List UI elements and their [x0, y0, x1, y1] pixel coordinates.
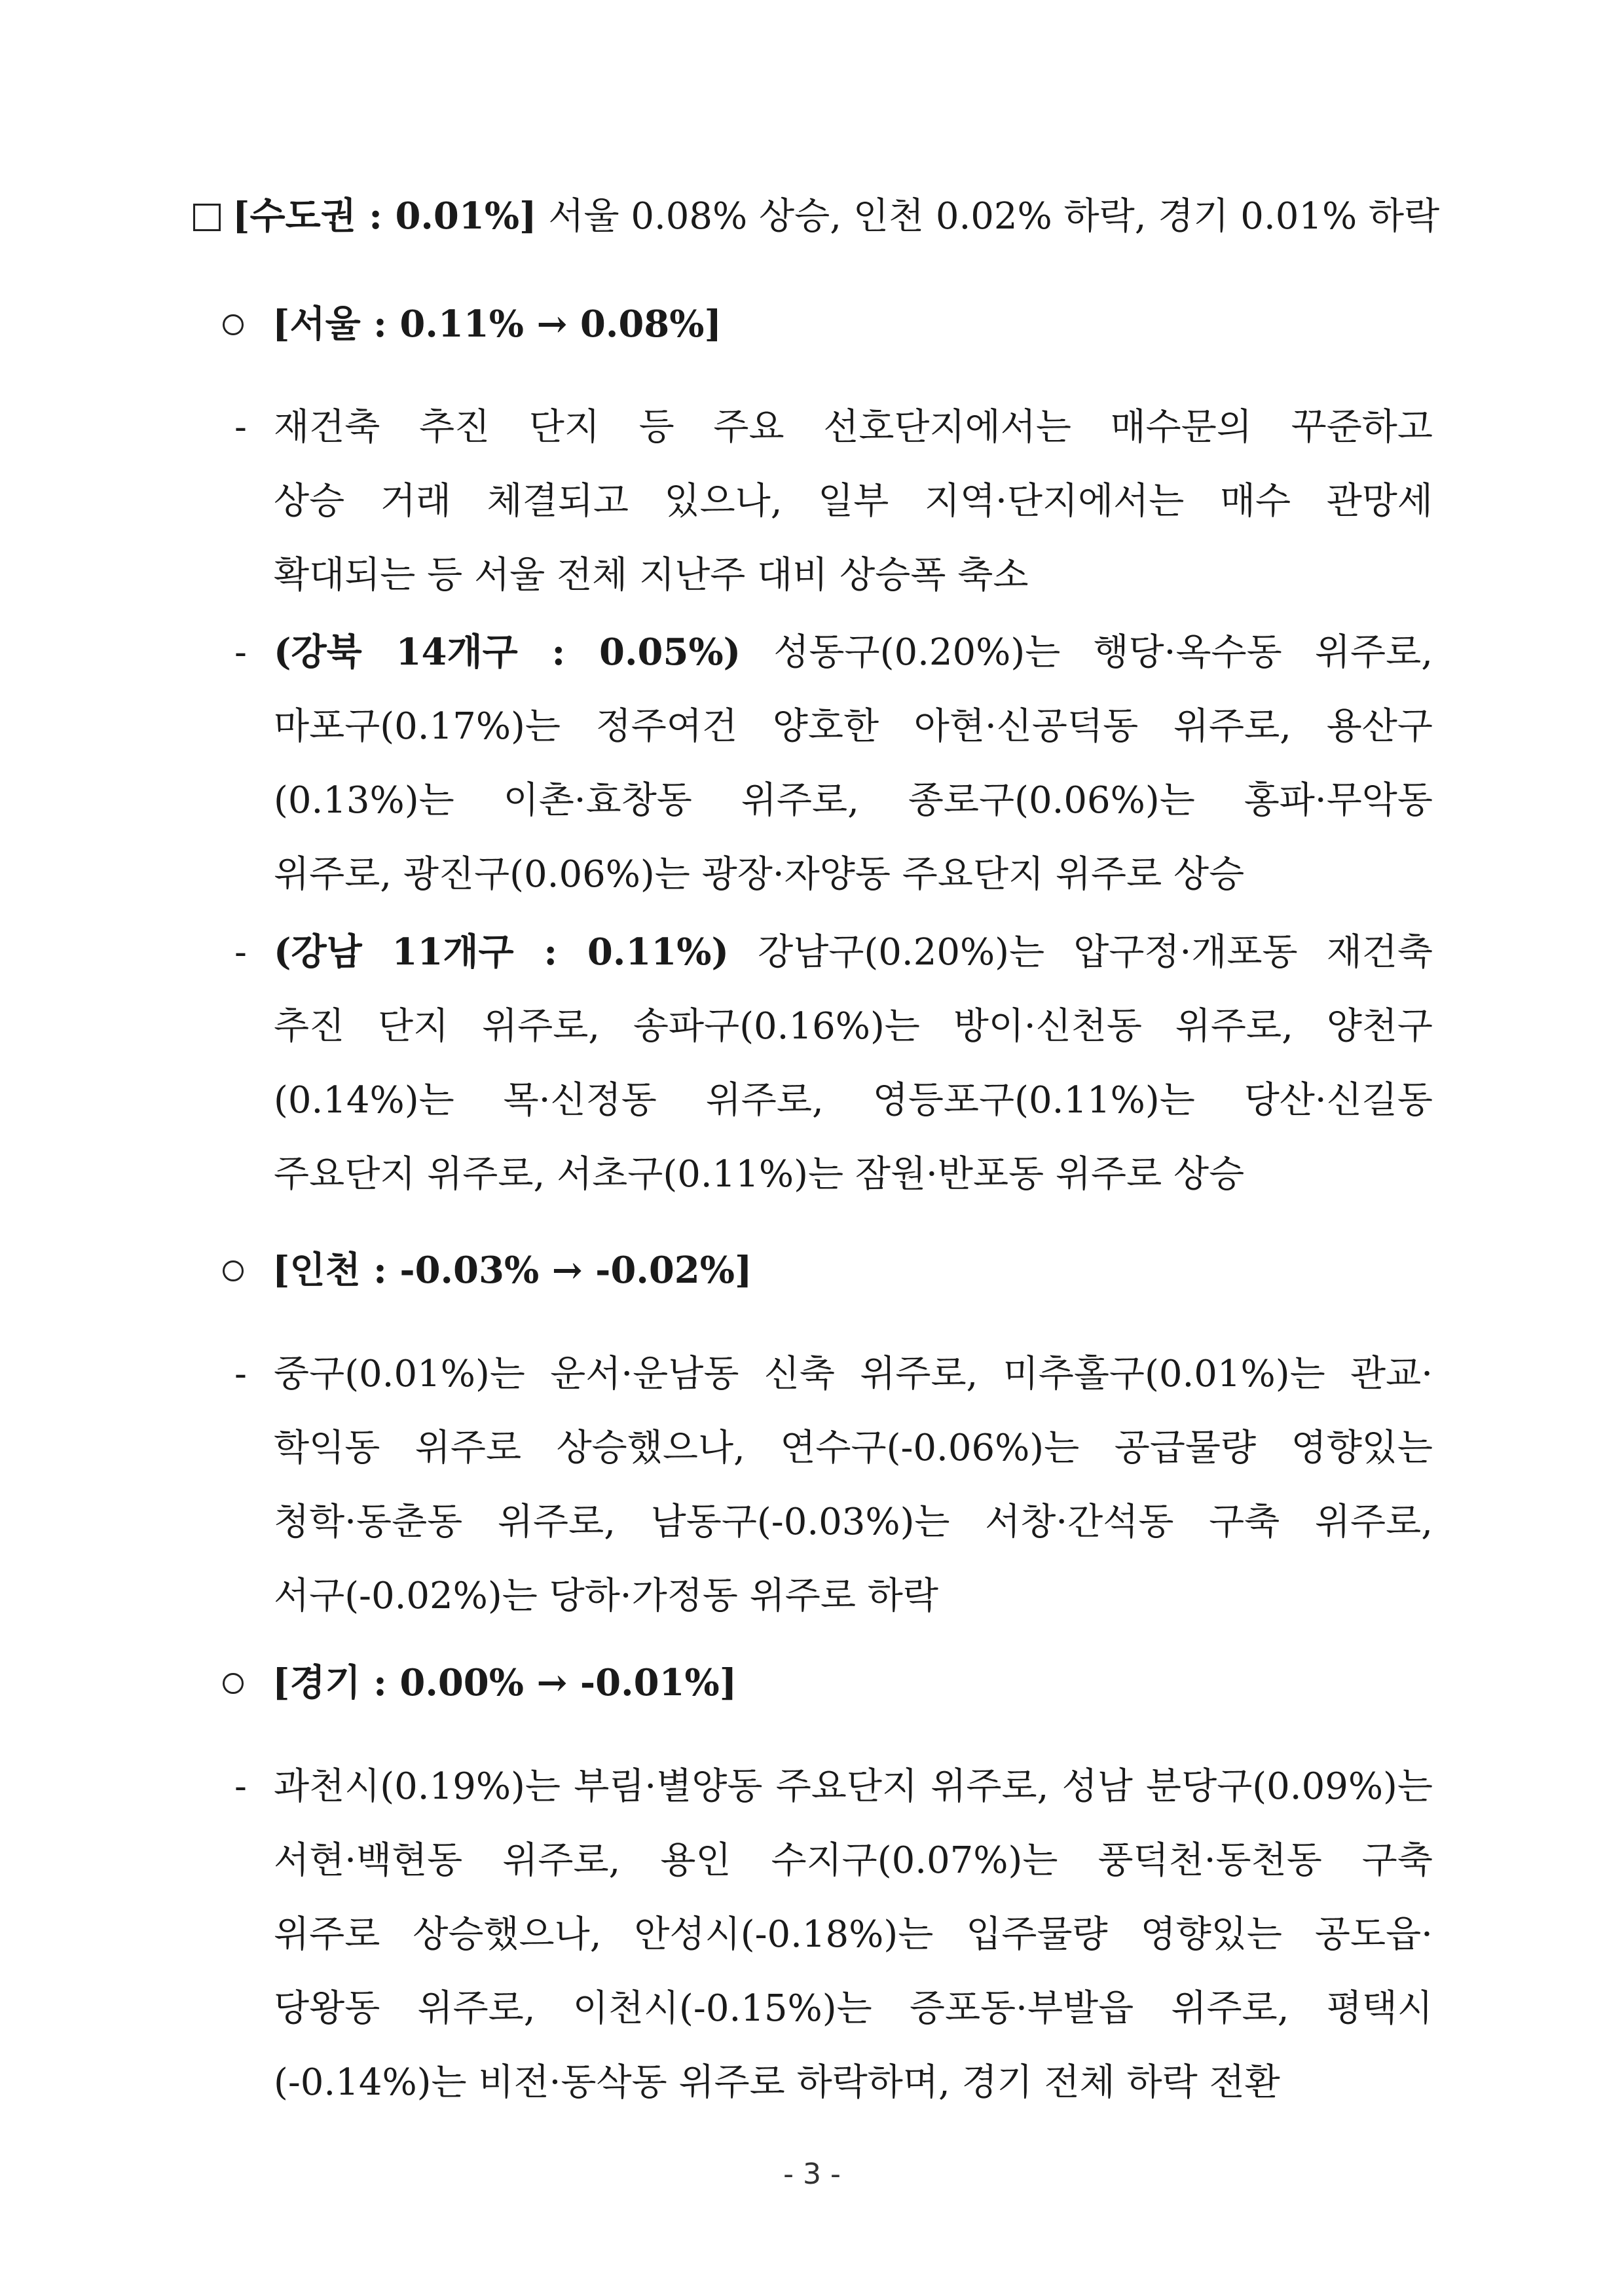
- checkbox-square-icon: [193, 204, 221, 231]
- circle-bullet-icon: [223, 1260, 244, 1281]
- paragraph-line: [234, 915, 1433, 989]
- paragraph-line: 서현·백현동 위주로, 용인 수지구(0.07%)는 풍덕천·동천동 구축: [274, 1839, 1433, 1882]
- paragraph-line: 위주로 상승했으나, 안성시(-0.18%)는 입주물량 영향있는 공도읍·: [274, 1913, 1433, 1956]
- paragraph-line: (0.14%)는 목·신정동 위주로, 영등포구(0.11%)는 당산·신길동: [274, 1079, 1433, 1122]
- subheading-label: [인천 : -0.03% → -0.02%]: [272, 1249, 752, 1292]
- paragraph-line: (-0.14%)는 비전·동삭동 위주로 하락하며, 경기 전체 하락 전환: [274, 2061, 1280, 2104]
- dash-bullet: -: [234, 406, 247, 449]
- dash-bullet: -: [234, 631, 247, 674]
- circle-bullet-icon: [223, 314, 244, 335]
- paragraph-line: 주요단지 위주로, 서초구(0.11%)는 잠원·반포동 위주로 상승: [274, 1153, 1245, 1196]
- paragraph-line: 당왕동 위주로, 이천시(-0.15%)는 증포동·부발읍 위주로, 평택시: [274, 1987, 1433, 2030]
- paragraph-line: 과천시(0.19%)는 부림·별양동 주요단지 위주로, 성남 분당구(0.09%)는: [274, 1765, 1433, 1808]
- dash-bullet: -: [234, 1353, 247, 1395]
- paragraph-lead: (강남 11개구 : 0.11%): [274, 930, 729, 974]
- paragraph-gangnam: [234, 915, 1433, 1211]
- paragraph-line: 청학·동춘동 위주로, 남동구(-0.03%)는 서창·간석동 구축 위주로,: [274, 1501, 1433, 1543]
- paragraph-line: 서구(-0.02%)는 당하·가정동 위주로 하락: [274, 1575, 938, 1617]
- paragraph-line: 확대되는 등 서울 전체 지난주 대비 상승폭 축소: [274, 554, 1029, 597]
- paragraph-line: 상승 거래 체결되고 있으나, 일부 지역·단지에서는 매수 관망세: [274, 480, 1433, 523]
- heading-label: [수도권 : 0.01%]: [232, 194, 537, 238]
- paragraph-gyeonggi: [234, 1750, 1433, 2120]
- paragraph-line: [234, 615, 1433, 689]
- subheading-incheon: [223, 1244, 752, 1297]
- dash-bullet: -: [234, 931, 247, 974]
- subheading-label: [서울 : 0.11% → 0.08%]: [272, 303, 722, 346]
- paragraph-line-text: 강남구(0.20%)는 압구정·개포동 재건축: [729, 931, 1433, 974]
- section-heading: [193, 190, 1440, 243]
- paragraph-line: (0.13%)는 이촌·효창동 위주로, 종로구(0.06%)는 홍파·무악동: [274, 779, 1433, 822]
- paragraph-line: 학익동 위주로 상승했으나, 연수구(-0.06%)는 공급물량 영향있는: [274, 1427, 1433, 1469]
- paragraph-line: 중구(0.01%)는 운서·운남동 신축 위주로, 미추홀구(0.01%)는 관교·: [274, 1353, 1433, 1395]
- subheading-gyeonggi: [223, 1657, 737, 1710]
- paragraph-line: 마포구(0.17%)는 정주여건 양호한 아현·신공덕동 위주로, 용산구: [274, 705, 1433, 748]
- circle-bullet-icon: [223, 1673, 244, 1694]
- paragraph-incheon: [234, 1337, 1433, 1633]
- heading-text: 서울 0.08% 상승, 인천 0.02% 하락, 경기 0.01% 하락: [536, 195, 1440, 238]
- paragraph-line: 재건축 추진 단지 등 주요 선호단지에서는 매수문의 꾸준하고: [274, 406, 1433, 449]
- paragraph-line-text: 성동구(0.20%)는 행당·옥수동 위주로,: [741, 631, 1433, 674]
- paragraph-line: 위주로, 광진구(0.06%)는 광장·자양동 주요단지 위주로 상승: [274, 853, 1245, 896]
- paragraph-gangbuk: [234, 615, 1433, 911]
- paragraph-lead: (강북 14개구 : 0.05%): [274, 631, 741, 674]
- dash-bullet: -: [234, 1765, 247, 1808]
- subheading-seoul: [223, 298, 722, 351]
- subheading-label: [경기 : 0.00% → -0.01%]: [272, 1661, 737, 1704]
- page-number: - 3 -: [783, 2157, 841, 2191]
- paragraph-line: 추진 단지 위주로, 송파구(0.16%)는 방이·신천동 위주로, 양천구: [274, 1005, 1433, 1048]
- paragraph-seoul-overview: [234, 390, 1433, 612]
